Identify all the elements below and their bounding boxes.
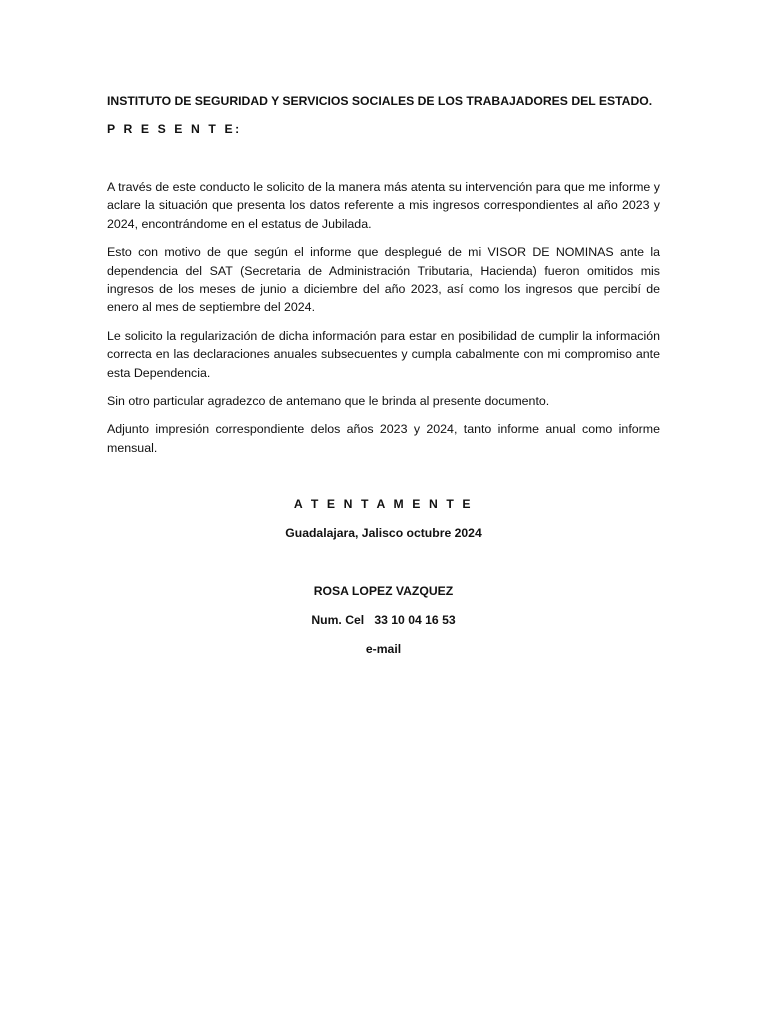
closing-atentamente: A T E N T A M E N T E	[293, 497, 474, 512]
paragraph-attachment: Adjunto impresión correspondiente delos años 2023 y 2024, tanto informe anual como informe mensual.	[107, 422, 660, 455]
salutation: P R E S E N T E:	[107, 122, 242, 136]
paragraph-regularization: Le solicito la regularización de dicha información para estar en posibilidad de cumplir la información correcta en las declaraciones anuales subsecuentes y cumpla cabalmente con mi compromiso ante esta Dependencia.	[107, 328, 660, 380]
email-label: e-mail	[365, 642, 402, 657]
paragraph-reason: Esto con motivo de que según el informe que desplegué de mi VISOR DE NOMINAS ante la dependencia del SAT (Secretaria de Administración Tributaria, Hacienda) fueron omitidos mis ingresos de los meses de junio a diciembre del año 2023, así como los ingresos que percibí de enero al mes de septiembre del 2024.	[107, 245, 660, 315]
signer-name: ROSA LOPEZ VAZQUEZ	[313, 584, 454, 599]
recipient-heading: INSTITUTO DE SEGURIDAD Y SERVICIOS SOCIALES DE LOS TRABAJADORES DEL ESTADO.	[107, 94, 653, 108]
phone-number: Num. Cel 33 10 04 16 53	[311, 613, 456, 628]
closing-block	[107, 495, 660, 658]
paragraph-request: A través de este conducto le solicito de la manera más atenta su intervención para que me informe y aclare la situación que presenta los datos referente a mis ingresos correspondientes al año 2023 y 2024, encontrándome en el estatus de Jubilada.	[107, 180, 660, 231]
paragraph-thanks: Sin otro particular agradezco de antemano que le brinda al presente documento.	[107, 394, 550, 409]
place-date: Guadalajara, Jalisco octubre 2024	[285, 526, 482, 541]
letter-body	[107, 178, 660, 457]
